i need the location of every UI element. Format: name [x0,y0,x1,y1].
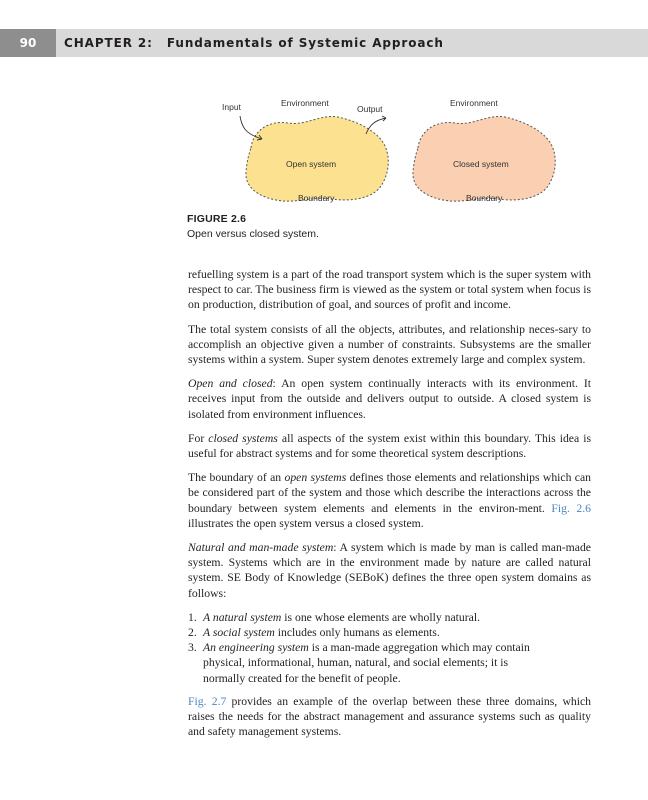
closed-system-label: Closed system [453,159,509,169]
page-number: 90 [0,29,56,57]
paragraph: Natural and man-made system: A system which is made by man is called man-made system. Systems which are in the environment made by nature are called natural system. SE Body of Knowledge (SEBoK) defines the three open system domains as follows: [188,541,591,600]
term: Open and closed [188,377,273,391]
paragraph: The total system consists of all the objects, attributes, and relationship neces-sary to accomplish an objective given a number of constraints. Subsystems are the smaller systems within a system. Super system denotes extremely large and complex system. [188,322,591,367]
figure-link[interactable]: Fig. 2.7 [188,694,227,708]
chapter-heading [64,29,444,57]
chapter-label: CHAPTER 2: [64,36,153,50]
open-closed-system-diagram [216,94,576,212]
chapter-title: Fundamentals of Systemic Approach [166,36,444,50]
paragraph: The boundary of an open systems defines those elements and relationships which can be considered part of the system and those which describe the interactions across the boundary between system elements and elements in the environ-ment. Fig. 2.6 illustrates the open system versus a closed system. [188,471,591,530]
term: Natural and man-made system [188,541,334,555]
open-system-label: Open system [286,159,337,169]
boundary-label-right: Boundary [466,193,503,203]
list-item: 1. A natural system is one whose elements are wholly natural. [188,610,480,624]
figure-caption: Open versus closed system. [187,228,319,240]
paragraph: Open and closed: An open system continually interacts with its environment. It receives input from the outside and delivers output to outside. A closed system is isolated from environment influences. [188,377,591,421]
environment-label-right: Environment [450,98,498,108]
input-label: Input [222,102,241,112]
paragraph: refuelling system is a part of the road transport system which is the super system with respect to car. The business firm is viewed as the system or total system when focus is on production, distribution of goal, and sources of profit and income. [188,268,591,312]
domain-list [188,610,591,686]
figure-number: FIGURE 2.6 [187,213,247,225]
environment-label-left: Environment [281,98,329,108]
paragraph: Fig. 2.7 provides an example of the overlap between these three domains, which raises the needs for the abstract management and assurance systems such as quality and safety management systems. [188,694,592,739]
running-header [0,29,648,57]
list-item: 3. An engineering system is a man-made aggregation which may contain physical, informational, human, natural, and social elements; it is normally created for the benefit of people. [188,641,530,685]
term: closed systems [208,431,278,445]
boundary-label-left: Boundary [298,193,335,203]
figure-link[interactable]: Fig. 2.6 [551,501,591,515]
body-text [188,267,591,748]
list-item: 2. A social system includes only humans as elements. [188,626,440,640]
term: open systems [284,471,347,485]
output-label: Output [357,104,383,114]
paragraph: For closed systems all aspects of the system exist within this boundary. This idea is useful for abstract systems and for some theoretical system descriptions. [188,431,591,461]
